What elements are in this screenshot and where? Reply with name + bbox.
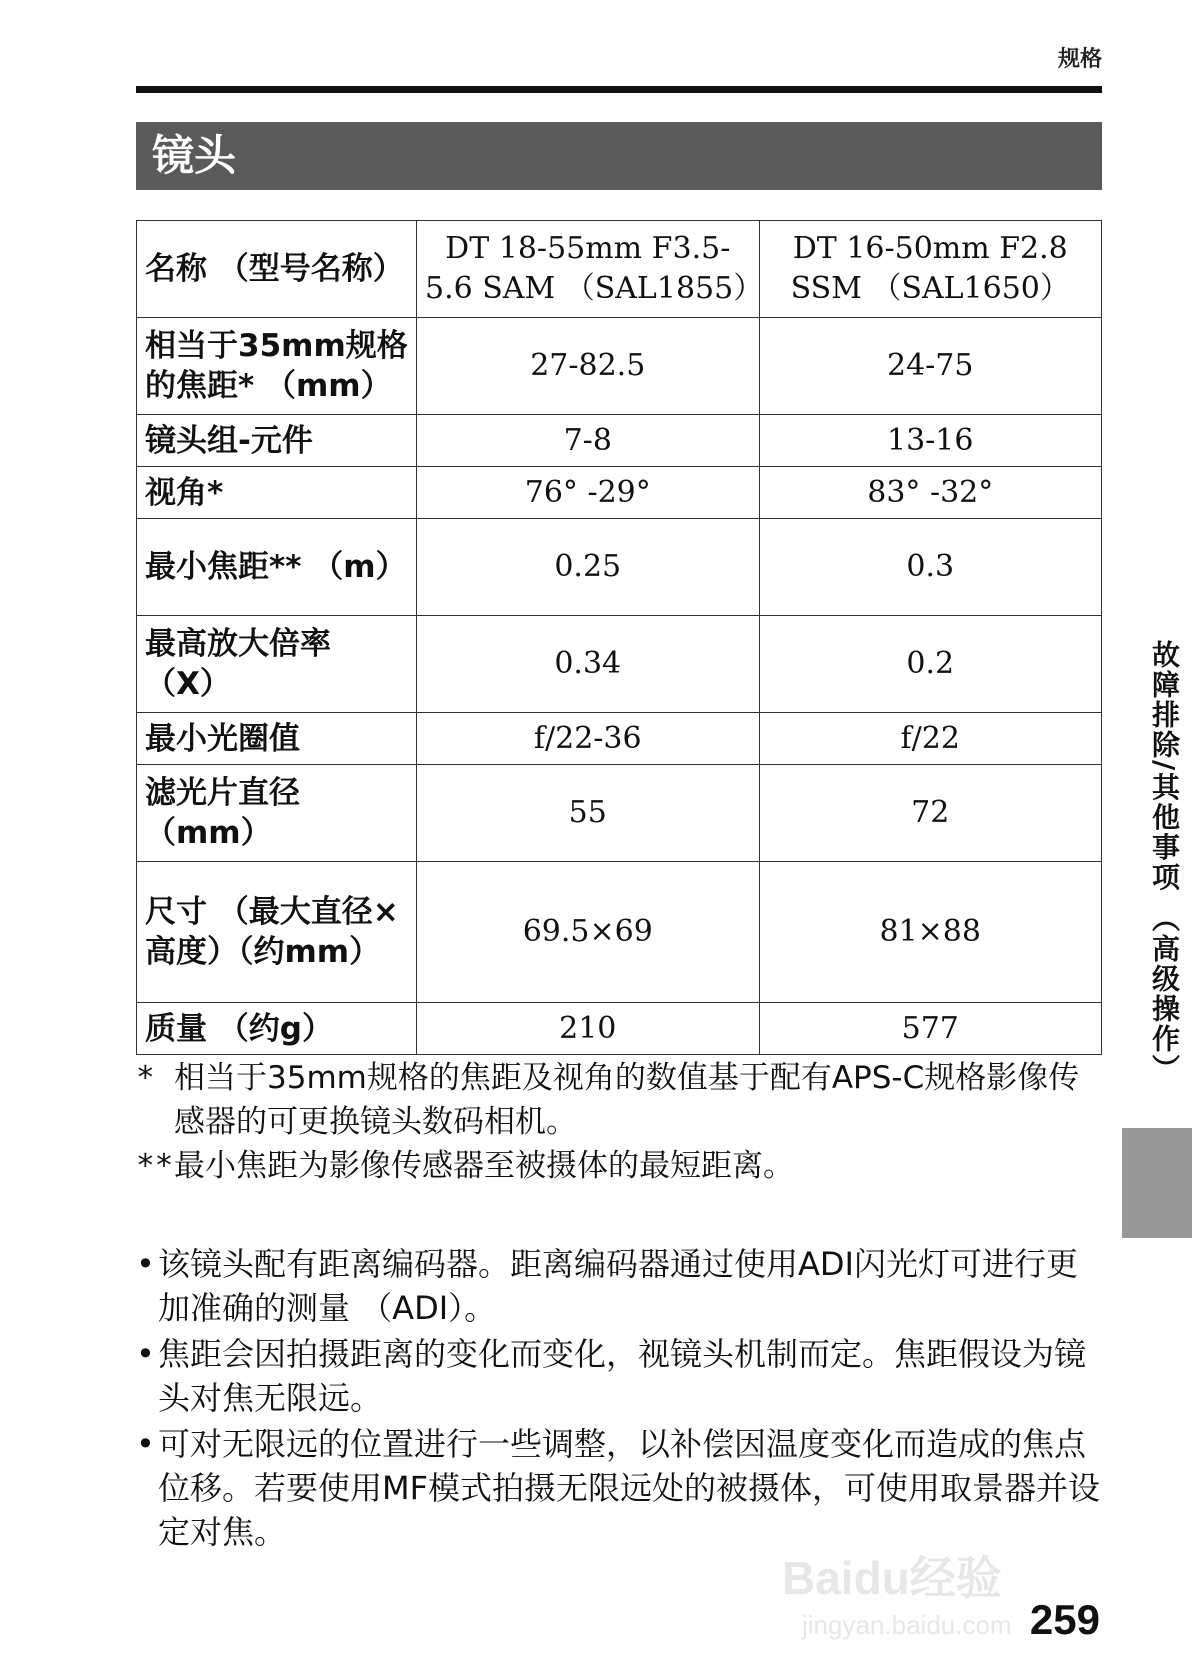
row-label: 视角* <box>137 467 417 519</box>
cell-sal1650: f/22 <box>759 713 1102 765</box>
cell-sal1650: 81×88 <box>759 862 1102 1003</box>
header-rule <box>136 86 1102 93</box>
side-chapter-tab: 故障排除/其他事项 （高级操作） <box>1148 640 1181 1084</box>
cell-sal1650: 72 <box>759 765 1102 862</box>
cell-sal1855: 76° -29° <box>417 467 760 519</box>
cell-sal1650: 83° -32° <box>759 467 1102 519</box>
table-row <box>137 616 1102 713</box>
cell-sal1650: 24-75 <box>759 318 1102 415</box>
row-label: 镜头组-元件 <box>137 415 417 467</box>
list-item-text: 可对无限远的位置进行一些调整，以补偿因温度变化而造成的焦点位移。若要使用MF模式拍摄无限远处的被摄体，可使用取景器并设定对焦。 <box>158 1425 1101 1551</box>
side-chapter-marker <box>1122 1128 1192 1238</box>
row-label: 最小光圈值 <box>137 713 417 765</box>
row-label: 名称 （型号名称） <box>137 221 417 318</box>
row-label: 最小焦距** （m） <box>137 519 417 616</box>
notes-list <box>136 1242 1102 1556</box>
table-row <box>137 467 1102 519</box>
footnote <box>136 1144 1102 1188</box>
cell-sal1855: 7-8 <box>417 415 760 467</box>
watermark-url: jingyan.baidu.com <box>802 1610 1012 1640</box>
table-row <box>137 318 1102 415</box>
cell-sal1650: 577 <box>759 1003 1102 1055</box>
bullet-icon: • <box>136 1425 155 1463</box>
list-item <box>136 1242 1102 1330</box>
cell-sal1650: 13-16 <box>759 415 1102 467</box>
row-label: 尺寸 （最大直径×高度）（约mm） <box>137 862 417 1003</box>
cell-sal1855: 27-82.5 <box>417 318 760 415</box>
cell-sal1855: 55 <box>417 765 760 862</box>
cell-sal1855: 0.25 <box>417 519 760 616</box>
row-label: 相当于35mm规格的焦距* （mm） <box>137 318 417 415</box>
footnote-text: 相当于35mm规格的焦距及视角的数值基于配有APS-C规格影像传感器的可更换镜头数码相机。 <box>174 1060 1080 1140</box>
cell-sal1650: 0.3 <box>759 519 1102 616</box>
table-row <box>137 519 1102 616</box>
list-item <box>136 1332 1102 1420</box>
table-row <box>137 1003 1102 1055</box>
list-item-text: 焦距会因拍摄距离的变化而变化，视镜头机制而定。焦距假设为镜头对焦无限远。 <box>158 1335 1087 1417</box>
running-header: 规格 <box>1057 47 1102 72</box>
row-label: 滤光片直径 （mm） <box>137 765 417 862</box>
bullet-icon: • <box>136 1245 155 1283</box>
cell-sal1855: DT 18-55mm F3.5-5.6 SAM （SAL1855） <box>417 221 760 318</box>
table-row <box>137 765 1102 862</box>
watermark-logo-text: Baidu经验 <box>782 1552 1002 1604</box>
cell-sal1855: 0.34 <box>417 616 760 713</box>
cell-sal1855: 69.5×69 <box>417 862 760 1003</box>
footnotes <box>136 1056 1102 1188</box>
footnote <box>136 1056 1102 1144</box>
section-title: 镜头 <box>136 122 1102 190</box>
cell-sal1650: DT 16-50mm F2.8 SSM （SAL1650） <box>759 221 1102 318</box>
table-row <box>137 713 1102 765</box>
footnote-mark: * <box>136 1060 155 1096</box>
row-label: 质量 （约g） <box>137 1003 417 1055</box>
lens-spec-table <box>136 220 1102 1055</box>
cell-sal1855: 210 <box>417 1003 760 1055</box>
baidu-jingyan-watermark <box>772 1530 1072 1650</box>
footnote-mark: ** <box>136 1148 174 1184</box>
list-item-text: 该镜头配有距离编码器。距离编码器通过使用ADI闪光灯可进行更加准确的测量 （ADI）。 <box>158 1245 1078 1327</box>
bullet-icon: • <box>136 1335 155 1373</box>
table-row <box>137 221 1102 318</box>
table-row <box>137 415 1102 467</box>
page-number: 259 <box>1029 1596 1100 1643</box>
footnote-text: 最小焦距为影像传感器至被摄体的最短距离。 <box>174 1148 794 1184</box>
cell-sal1855: f/22-36 <box>417 713 760 765</box>
table-row <box>137 862 1102 1003</box>
cell-sal1650: 0.2 <box>759 616 1102 713</box>
row-label: 最高放大倍率 （X） <box>137 616 417 713</box>
